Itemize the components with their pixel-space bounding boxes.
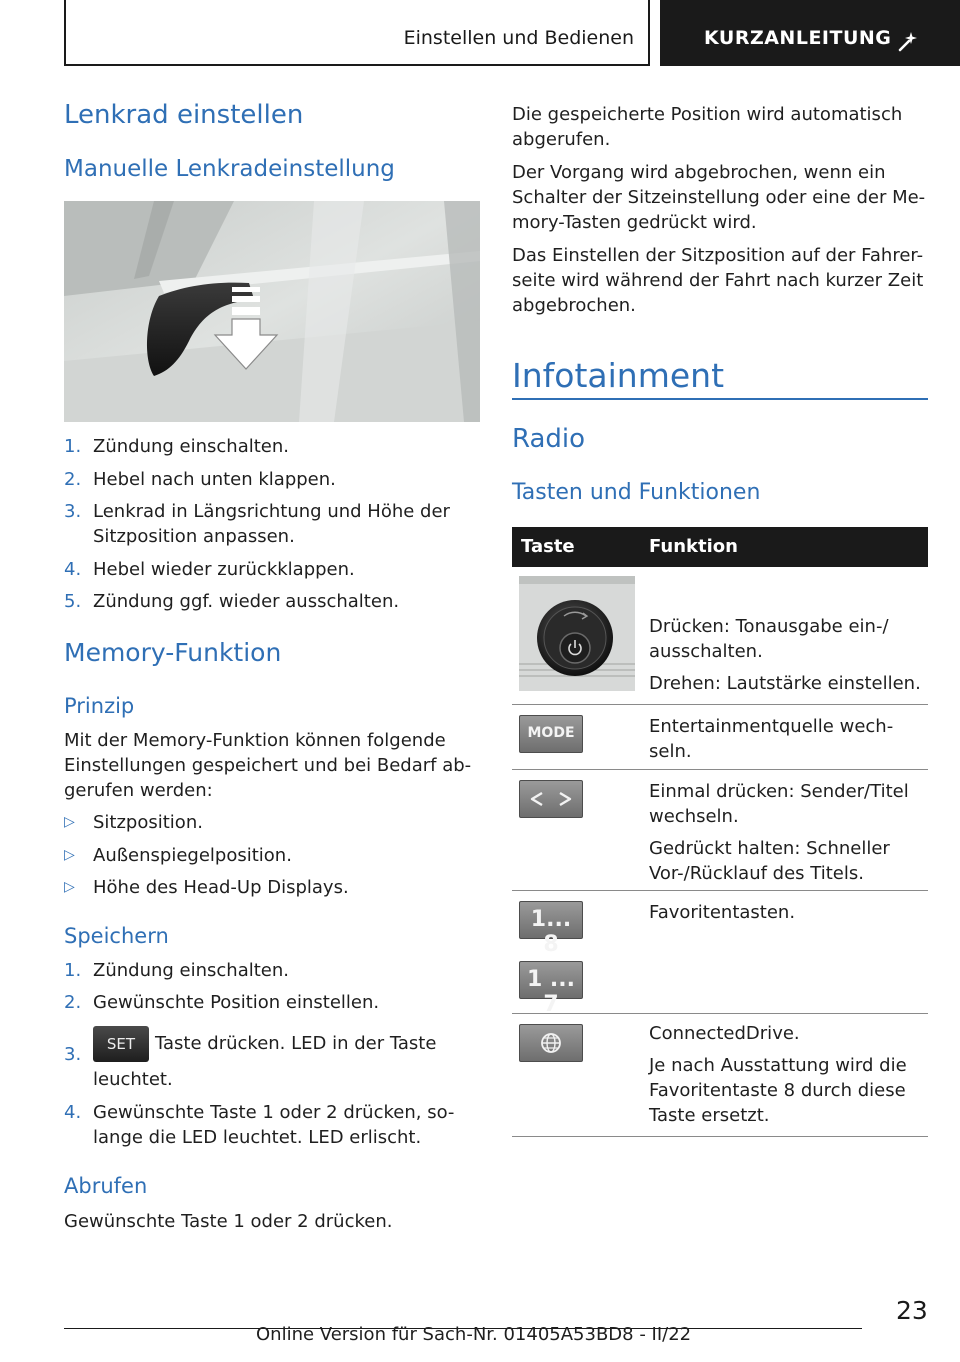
mode-key-image (519, 715, 583, 753)
paragraph-line: abgebrochen. (512, 295, 636, 316)
favorite-keys-7-image (519, 961, 583, 1017)
list-text: lange die LED leuchtet. LED erlischt. (93, 1127, 422, 1148)
function-text (649, 714, 924, 764)
list-text: Gewünschte Position einstellen. (93, 992, 380, 1013)
table-header-cell: Funktion (649, 536, 738, 557)
principle-line: Einstellungen gespeichert und bei Bedarf ab- (64, 755, 472, 776)
list-text: Lenkrad in Längsrichtung und Höhe der (93, 501, 450, 522)
triangle-bullet-icon: ▷ (64, 814, 75, 830)
prev-next-icon (520, 781, 582, 817)
table-row (512, 705, 928, 770)
paragraph-line: Die gespeicherte Position wird automatisch (512, 104, 903, 125)
list-number: 1. (64, 436, 82, 457)
list-number: 2. (64, 469, 82, 490)
paragraph-line: seite wird während der Fahrt nach kurzer Zeit (512, 270, 924, 291)
recall-text: Gewünschte Taste 1 oder 2 drücken. (64, 1211, 393, 1232)
list-number: 1. (64, 960, 82, 981)
subsection-title-manual: Manuelle Lenkradeinstellung (64, 156, 395, 182)
function-line: Favoritentasten. (649, 902, 796, 923)
function-line: Je nach Ausstattung wird die (649, 1055, 907, 1076)
function-line: Gedrückt halten: Schneller (649, 838, 890, 859)
function-line: seln. (649, 741, 692, 762)
header-section-box (64, 0, 650, 66)
list-item (64, 499, 474, 551)
list-text: Zündung einschalten. (93, 436, 289, 457)
list-text: Zündung ggf. wieder ausschalten. (93, 591, 400, 612)
connecteddrive-key-image (519, 1024, 583, 1062)
table-header-cell: Taste (521, 536, 575, 557)
function-line: ausschalten. (649, 641, 763, 662)
list-text: leuchtet. (93, 1069, 173, 1090)
table-row (512, 770, 928, 891)
function-line: wechseln. (649, 806, 739, 827)
list-text: Gewünschte Taste 1 oder 2 drücken, so- (93, 1102, 455, 1123)
header-chapter-box (660, 0, 960, 66)
subsection-title-principle: Prinzip (64, 694, 135, 718)
subsection-title-store: Speichern (64, 924, 169, 948)
function-text (649, 900, 924, 925)
key-label: MODE (527, 725, 575, 741)
triangle-bullet-icon: ▷ (64, 879, 75, 895)
list-item (64, 1033, 474, 1094)
key-label: 1 ... 7 (526, 967, 576, 1017)
section-title-radio: Radio (512, 424, 586, 454)
principle-line: Mit der Memory-Funktion können folgende (64, 730, 446, 751)
list-text: Zündung einschalten. (93, 960, 289, 981)
paragraph-line: abgerufen. (512, 129, 611, 150)
function-text (649, 1021, 924, 1135)
list-text: Hebel nach unten klappen. (93, 469, 336, 490)
list-number: 4. (64, 1102, 82, 1123)
table-row (512, 1014, 928, 1137)
function-text (649, 779, 924, 893)
list-number: 3. (64, 1044, 82, 1065)
subsection-title-keys: Tasten und Funktionen (512, 480, 761, 505)
table-row (512, 891, 928, 1017)
paragraph-line: Der Vorgang wird abgebrochen, wenn ein (512, 162, 886, 183)
function-line: Taste ersetzt. (649, 1105, 770, 1126)
list-text: Hebel wieder zurückklappen. (93, 559, 355, 580)
function-line: Favoritentaste 8 durch diese (649, 1080, 906, 1101)
chapter-title-infotainment: Infotainment (512, 356, 725, 395)
list-text (93, 1026, 436, 1062)
keys-table (512, 527, 928, 1137)
function-line: ConnectedDrive. (649, 1023, 800, 1044)
steering-lever-photo (64, 201, 480, 422)
favorite-keys-8-image (519, 901, 583, 957)
list-number: 5. (64, 591, 82, 612)
list-text-inline: Taste drücken. LED in der Taste (155, 1033, 437, 1054)
bullet-text: Höhe des Head-Up Displays. (93, 877, 349, 898)
header-section-title: Einstellen und Bedienen (403, 27, 634, 49)
list-number: 4. (64, 559, 82, 580)
magic-wand-icon (896, 29, 920, 53)
principle-line: gerufen werden: (64, 780, 213, 801)
globe-icon (520, 1025, 582, 1061)
paragraph-line: mory-Tasten gedrückt wird. (512, 212, 757, 233)
skip-keys-image (519, 780, 583, 818)
list-number: 3. (64, 501, 82, 522)
footer-text: Online Version für Sach-Nr. 01405A53BD8 - II/22 (256, 1324, 692, 1345)
subsection-title-recall: Abrufen (64, 1174, 148, 1198)
triangle-bullet-icon: ▷ (64, 847, 75, 863)
bullet-text: Außenspiegelposition. (93, 845, 292, 866)
list-text: Sitzposition anpassen. (93, 526, 295, 547)
paragraph-line: Das Einstellen der Sitzposition auf der Fahrer- (512, 245, 924, 266)
function-line: Vor-/Rücklauf des Titels. (649, 863, 864, 884)
table-header (512, 527, 928, 567)
page-number: 23 (896, 1296, 928, 1325)
chapter-rule (512, 398, 928, 400)
function-line: Entertainmentquelle wech- (649, 716, 894, 737)
list-item (64, 1100, 474, 1152)
set-button-image: SET (93, 1026, 149, 1062)
function-line: Einmal drücken: Sender/Titel (649, 781, 909, 802)
header-chapter-title: KURZANLEITUNG (704, 27, 892, 49)
paragraph-line: Schalter der Sitzeinstellung oder eine der Me- (512, 187, 926, 208)
key-label: 1... 8 (530, 907, 572, 957)
bullet-text: Sitzposition. (93, 812, 203, 833)
function-line: Drehen: Lautstärke einstellen. (649, 673, 921, 694)
section-title-memory: Memory-Funktion (64, 638, 282, 667)
list-number: 2. (64, 992, 82, 1013)
function-line: Drücken: Tonausgabe ein-/ (649, 616, 889, 637)
section-title-lenkrad: Lenkrad einstellen (64, 100, 304, 130)
